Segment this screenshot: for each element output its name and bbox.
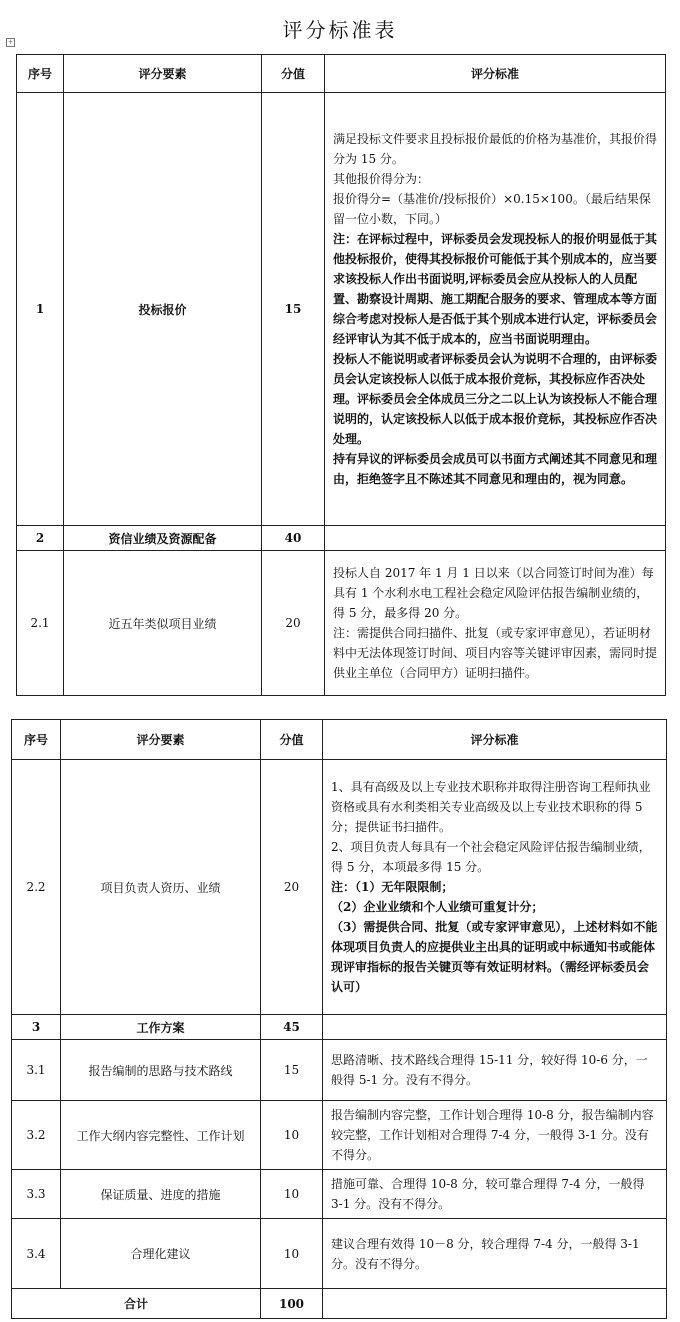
table-row	[12, 1219, 667, 1289]
row-criteria: 建议合理有效得 10－8 分，较合理得 7-4 分，一般得 3-1 分。没有不得分。	[323, 1219, 667, 1289]
table-header-row	[17, 55, 666, 93]
row-no: 3.4	[12, 1219, 61, 1289]
row-criteria: 思路清晰、技术路线合理得 15-11 分，较好得 10-6 分，一般得 5-1 分。没有不得分。	[323, 1040, 667, 1101]
criteria-note: （3）需提供合同、批复（或专家评审意见），上述材料如不能体现项目负责人的应提供业主出具的证明或中标通知书或能体现评审指标的报告关键页等有效证明材料。（需经评标委员会认可）	[331, 920, 658, 994]
criteria-line: 投标人自 2017 年 1 月 1 日以来（以合同签订时间为准）每具有 1 个水利水电工程社会稳定风险评估报告编制业绩的，得 5 分，最多得 20 分。	[333, 566, 654, 620]
row-score: 20	[261, 760, 323, 1015]
table-row	[17, 551, 666, 696]
total-label: 合计	[12, 1289, 261, 1319]
table-row	[12, 1170, 667, 1219]
row-score: 15	[262, 93, 325, 526]
total-criteria	[323, 1289, 667, 1319]
row-score: 10	[261, 1101, 323, 1170]
score-table-part-1	[16, 54, 666, 696]
row-score: 10	[261, 1170, 323, 1219]
row-element: 近五年类似项目业绩	[64, 551, 262, 696]
row-element: 保证质量、进度的措施	[61, 1170, 261, 1219]
row-criteria	[323, 760, 667, 1015]
row-score: 10	[261, 1219, 323, 1289]
criteria-line: 注：需提供合同扫描件、批复（或专家评审意见），若证明材料中无法体现签订时间、项目内容等关键评审因素，需同时提供业主单位（合同甲方）证明扫描件。	[333, 626, 658, 680]
table-row	[12, 760, 667, 1015]
row-score: 40	[262, 526, 325, 551]
row-criteria: 报告编制内容完整，工作计划合理得 10-8 分，报告编制内容较完整，工作计划相对合理得 7-4 分，一般得 3-1 分。没有不得分。	[323, 1101, 667, 1170]
criteria-line: 报价得分=（基准价/投标报价）×0.15×100。（最后结果保留一位小数，下同。）	[333, 192, 651, 226]
table-row	[17, 526, 666, 551]
header-criteria: 评分标准	[323, 720, 667, 760]
row-no: 2.2	[12, 760, 61, 1015]
criteria-line: 其他报价得分为：	[333, 172, 430, 186]
table-row	[12, 1040, 667, 1101]
row-element: 工作方案	[61, 1015, 261, 1040]
row-element: 报告编制的思路与技术路线	[61, 1040, 261, 1101]
row-criteria	[325, 526, 666, 551]
header-element: 评分要素	[64, 55, 262, 93]
header-no: 序号	[12, 720, 61, 760]
criteria-line: 满足投标文件要求且投标报价最低的价格为基准价，其报价得分为 15 分。	[333, 132, 658, 166]
page-title: 评分标准表	[282, 18, 398, 42]
criteria-line: 1、具有高级及以上专业技术职称并取得注册咨询工程师执业资格或具有水利类相关专业高级及以上专业技术职称的得 5 分；提供证书扫描件。	[331, 780, 651, 834]
row-no: 3	[12, 1015, 61, 1040]
page-break	[16, 701, 665, 713]
criteria-note: 投标人不能说明或者评标委员会认为说明不合理的，由评标委员会认定该投标人以低于成本报价竞标，其投标应作否决处理。评标委员会全体成员三分之二以上认为该投标人不能合理说明的，认定该投标人以低于成本报价竞标，其投标应作否决处理。	[333, 352, 658, 446]
header-element: 评分要素	[61, 720, 261, 760]
row-element: 资信业绩及资源配备	[64, 526, 262, 551]
row-element: 工作大纲内容完整性、工作计划	[61, 1101, 261, 1170]
criteria-line: 2、项目负责人每具有一个社会稳定风险评估报告编制业绩，得 5 分，本项最多得 15 分。	[331, 840, 651, 874]
table-row	[12, 1101, 667, 1170]
row-score: 15	[261, 1040, 323, 1101]
score-table-part-2	[11, 719, 667, 1319]
header-score: 分值	[261, 720, 323, 760]
header-no: 序号	[17, 55, 64, 93]
row-criteria	[323, 1015, 667, 1040]
row-element: 项目负责人资历、业绩	[61, 760, 261, 1015]
row-no: 2	[17, 526, 64, 551]
row-score: 20	[262, 551, 325, 696]
table-move-handle-icon[interactable]: +	[7, 39, 14, 46]
row-criteria: 措施可靠、合理得 10-8 分，较可靠合理得 7-4 分，一般得 3-1 分。没有不得分。	[323, 1170, 667, 1219]
criteria-note: 注：在评标过程中，评标委员会发现投标人的报价明显低于其他投标报价，使得其投标报价可能低于其个别成本的，应当要求该投标人作出书面说明,评标委员会应从投标人的人员配置、勘察设计周期、施工期配合服务的要求、管理成本等方面综合考虑对投标人是否低于其个别成本进行认定，评标委员会经评审认为其不低于成本的，应当书面说明理由。	[333, 232, 658, 346]
table-header-row	[12, 720, 667, 760]
header-criteria: 评分标准	[325, 55, 666, 93]
row-no: 3.2	[12, 1101, 61, 1170]
table-row	[12, 1015, 667, 1040]
total-row	[12, 1289, 667, 1319]
table-row	[17, 93, 666, 526]
row-no: 3.1	[12, 1040, 61, 1101]
row-no: 2.1	[17, 551, 64, 696]
row-criteria	[325, 93, 666, 526]
row-element: 投标报价	[64, 93, 262, 526]
row-element: 合理化建议	[61, 1219, 261, 1289]
header-score: 分值	[262, 55, 325, 93]
criteria-note: 注：（1）无年限限制；	[331, 880, 454, 894]
criteria-note: （2）企业业绩和个人业绩可重复计分；	[331, 900, 544, 914]
row-no: 1	[17, 93, 64, 526]
row-score: 45	[261, 1015, 323, 1040]
criteria-note: 持有异议的评标委员会成员可以书面方式阐述其不同意见和理由，拒绝签字且不陈述其不同意见和理由的，视为同意。	[333, 452, 658, 486]
row-no: 3.3	[12, 1170, 61, 1219]
row-criteria	[325, 551, 666, 696]
total-score: 100	[261, 1289, 323, 1319]
